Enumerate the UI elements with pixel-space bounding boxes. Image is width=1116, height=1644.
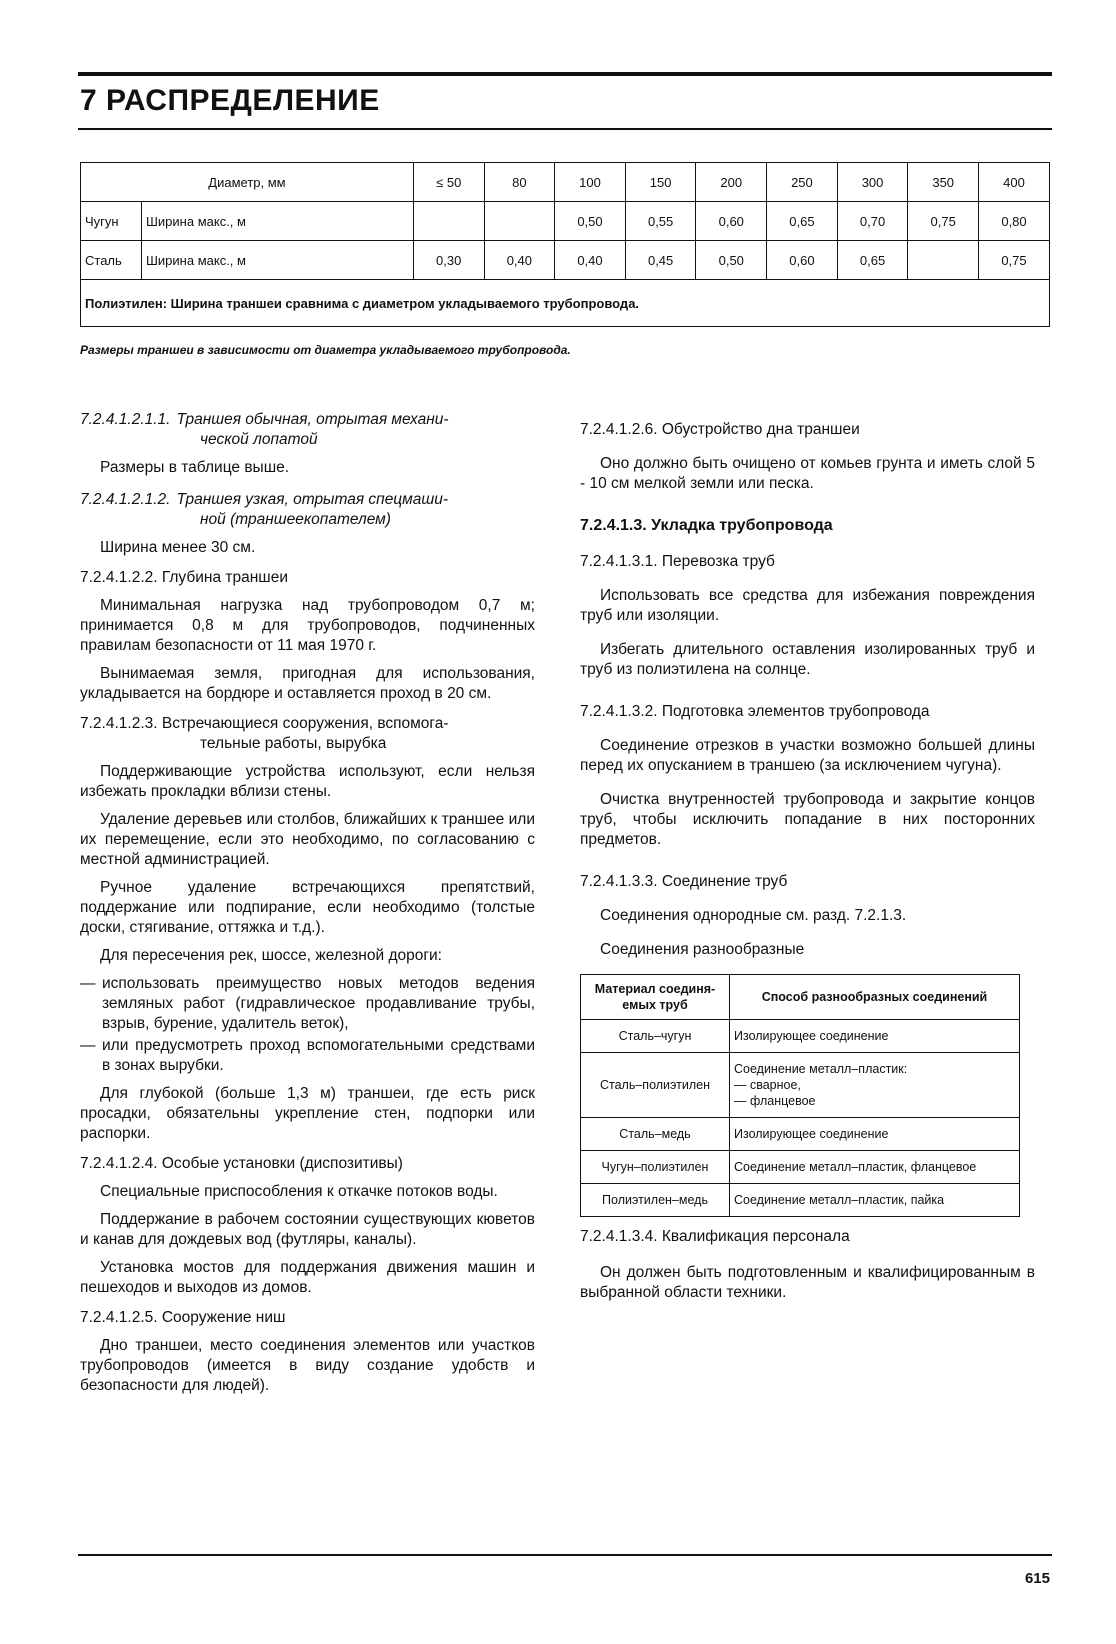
paragraph: Очистка внутренностей трубопровода и закрытие концов труб, чтобы исключить попадание в них посторонних предметов.	[580, 791, 1035, 848]
table-caption: Размеры траншеи в зависимости от диаметра укладываемого трубопровода.	[80, 343, 571, 357]
paragraph: Он должен быть подготовленным и квалифицированным в выбранной области техники.	[580, 1264, 1035, 1301]
table-row	[581, 1020, 1020, 1053]
bottom-rule	[78, 1554, 1052, 1556]
joint-method-cell: Изолирующее соединение	[730, 1020, 1020, 1053]
header-cell: Способ разнообразных соединений	[730, 975, 1020, 1020]
value-cell: 0,50	[555, 202, 626, 241]
paragraph: Вынимаемая земля, пригодная для использования, укладывается на бордюре и оставляется проход в 20 см.	[80, 665, 535, 702]
value-cell: 0,45	[625, 241, 696, 280]
diameter-cell: 400	[979, 163, 1050, 202]
diameter-cell: 350	[908, 163, 979, 202]
diameter-cell: 200	[696, 163, 767, 202]
paragraph: Дно траншеи, место соединения элементов или участков трубопроводов (имеется в виду создание удобств и безопасности для людей).	[80, 1337, 535, 1394]
param-cell: Ширина макс., м	[142, 202, 414, 241]
paragraph: Ширина менее 30 см.	[100, 539, 256, 556]
right-column	[580, 410, 1035, 1311]
paragraph: Ручное удаление встречающихся препятствий, поддержание или подпирание, если необходимо (толстые доски, стягивание, оттяжка и т.д.).	[80, 879, 535, 936]
section-heading: 7.2.4.1.2.4. Особые установки (диспозитивы)	[80, 1155, 403, 1172]
section-title: Траншея узкая, отрытая спецмаши-	[176, 491, 449, 508]
title-rule	[78, 128, 1052, 130]
section-heading: 7.2.4.1.3.4. Квалификация персонала	[580, 1228, 850, 1245]
section-title-cont: тельные работы, вырубка	[200, 735, 387, 752]
trench-dimensions-table	[80, 162, 1050, 327]
material-cell: Сталь	[81, 241, 142, 280]
paragraph: Поддерживающие устройства используют, если нельзя избежать прокладки вблизи стены.	[80, 763, 535, 800]
value-cell: 0,50	[696, 241, 767, 280]
paragraph: Удаление деревьев или столбов, ближайших к траншее или их перемещение, если это необходимо, по согласованию с местной администрацией.	[80, 811, 535, 868]
paragraph: Соединение отрезков в участки возможно большей длины перед их опусканием в траншею (за исключением чугуна).	[580, 737, 1035, 774]
table-row	[581, 1053, 1020, 1118]
diameter-label-cell: Диаметр, мм	[81, 163, 414, 202]
paragraph: Избегать длительного оставления изолированных труб и труб из полиэтилена на солнце.	[580, 641, 1035, 678]
value-cell: 0,40	[555, 241, 626, 280]
table-row	[581, 1118, 1020, 1151]
table-header-row	[81, 163, 1050, 202]
paragraph: Оно должно быть очищено от комьев грунта и иметь слой 5 - 10 см мелкой земли или песка.	[580, 455, 1035, 492]
table-header-row	[581, 975, 1020, 1020]
table-row	[581, 1151, 1020, 1184]
paragraph: Для глубокой (больше 1,3 м) траншеи, где есть риск просадки, обязательны укрепление стен, подпорки или распорки.	[80, 1085, 535, 1142]
diameter-cell: 150	[625, 163, 696, 202]
paragraph: Соединения разнообразные	[600, 941, 805, 958]
table-note-row	[81, 280, 1050, 327]
diameter-cell: ≤ 50	[413, 163, 484, 202]
section-heading: 7.2.4.1.3.3. Соединение труб	[580, 873, 788, 890]
material-pair-cell: Полиэтилен–медь	[581, 1184, 730, 1217]
section-number: 7.2.4.1.2.1.1.	[80, 411, 171, 428]
list-item: — или предусмотреть проход вспомогательными средствами в зонах вырубки.	[80, 1037, 535, 1074]
chapter-title: 7 РАСПРЕДЕЛЕНИЕ	[80, 84, 380, 117]
diameter-cell: 300	[837, 163, 908, 202]
joint-method-cell: Соединение металл–пластик, пайка	[730, 1184, 1020, 1217]
section-heading: 7.2.4.1.3.2. Подготовка элементов трубопровода	[580, 703, 930, 720]
page-number: 615	[1024, 1570, 1050, 1587]
paragraph: Использовать все средства для избежания повреждения труб или изоляции.	[580, 587, 1035, 624]
value-cell: 0,55	[625, 202, 696, 241]
value-cell: 0,70	[837, 202, 908, 241]
diameter-cell: 100	[555, 163, 626, 202]
paragraph: Установка мостов для поддержания движения машин и пешеходов и выходов из домов.	[80, 1259, 535, 1296]
section-heading	[80, 490, 535, 530]
paragraph: Размеры в таблице выше.	[100, 459, 290, 476]
value-cell: 0,65	[837, 241, 908, 280]
table-row	[81, 241, 1050, 280]
value-cell	[484, 202, 555, 241]
section-heading	[80, 410, 535, 450]
value-cell: 0,75	[979, 241, 1050, 280]
section-heading: 7.2.4.1.2.2. Глубина траншеи	[80, 569, 288, 586]
section-heading: 7.2.4.1.2.6. Обустройство дна траншеи	[580, 421, 860, 438]
list-item-text: или предусмотреть проход вспомогательными средствами в зонах вырубки.	[102, 1037, 535, 1074]
material-pair-cell: Сталь–чугун	[581, 1020, 730, 1053]
value-cell: 0,65	[767, 202, 838, 241]
table-row	[81, 202, 1050, 241]
value-cell: 0,30	[413, 241, 484, 280]
joint-method-cell: Изолирующее соединение	[730, 1118, 1020, 1151]
material-pair-cell: Сталь–медь	[581, 1118, 730, 1151]
table-row	[581, 1184, 1020, 1217]
left-column	[80, 410, 535, 1404]
section-title: Траншея обычная, отрытая механи-	[176, 411, 449, 428]
value-cell	[413, 202, 484, 241]
joint-types-table	[580, 974, 1020, 1217]
polyethylene-note: Полиэтилен: Ширина траншеи сравнима с диаметром укладываемого трубопровода.	[81, 280, 1050, 327]
value-cell: 0,80	[979, 202, 1050, 241]
top-rule	[78, 72, 1052, 76]
material-pair-cell: Сталь–полиэтилен	[581, 1053, 730, 1118]
section-heading	[80, 714, 535, 754]
value-cell: 0,75	[908, 202, 979, 241]
paragraph: Соединения однородные см. разд. 7.2.1.3.	[600, 907, 907, 924]
diameter-cell: 250	[767, 163, 838, 202]
paragraph: Специальные приспособления к откачке потоков воды.	[100, 1183, 498, 1200]
value-cell	[908, 241, 979, 280]
section-title: 7.2.4.1.2.3. Встречающиеся сооружения, вспомога-	[80, 715, 449, 732]
joint-method-cell: Соединение металл–пластик, фланцевое	[730, 1151, 1020, 1184]
value-cell: 0,60	[696, 202, 767, 241]
value-cell: 0,40	[484, 241, 555, 280]
header-cell: Материал соединяемых труб	[581, 975, 730, 1020]
diameter-cell: 80	[484, 163, 555, 202]
paragraph: Поддержание в рабочем состоянии существующих кюветов и канав для дождевых вод (футляры, каналы).	[80, 1211, 535, 1248]
section-heading: 7.2.4.1.2.5. Сооружение ниш	[80, 1309, 286, 1326]
section-heading-bold: 7.2.4.1.3. Укладка трубопровода	[580, 517, 833, 534]
section-heading: 7.2.4.1.3.1. Перевозка труб	[580, 553, 775, 570]
section-title-cont: ной (траншеекопателем)	[200, 511, 391, 528]
material-pair-cell: Чугун–полиэтилен	[581, 1151, 730, 1184]
value-cell: 0,60	[767, 241, 838, 280]
paragraph: Минимальная нагрузка над трубопроводом 0,7 м; принимается 0,8 м для трубопроводов, подчиненных правилам безопасности от 11 мая 1970 г.	[80, 597, 535, 654]
section-title-cont: ческой лопатой	[200, 431, 318, 448]
joint-method-cell: Соединение металл–пластик: — сварное, — фланцевое	[730, 1053, 1020, 1118]
material-cell: Чугун	[81, 202, 142, 241]
section-number: 7.2.4.1.2.1.2.	[80, 491, 171, 508]
list-item-text: использовать преимущество новых методов ведения земляных работ (гидравлическое продавливание трубы, взрыв, бурение, удалитель веток),	[102, 975, 535, 1032]
paragraph: Для пересечения рек, шоссе, железной дороги:	[100, 947, 442, 964]
param-cell: Ширина макс., м	[142, 241, 414, 280]
list-item: — использовать преимущество новых методов ведения земляных работ (гидравлическое продавливание трубы, взрыв, бурение, удалитель веток),	[80, 975, 535, 1032]
